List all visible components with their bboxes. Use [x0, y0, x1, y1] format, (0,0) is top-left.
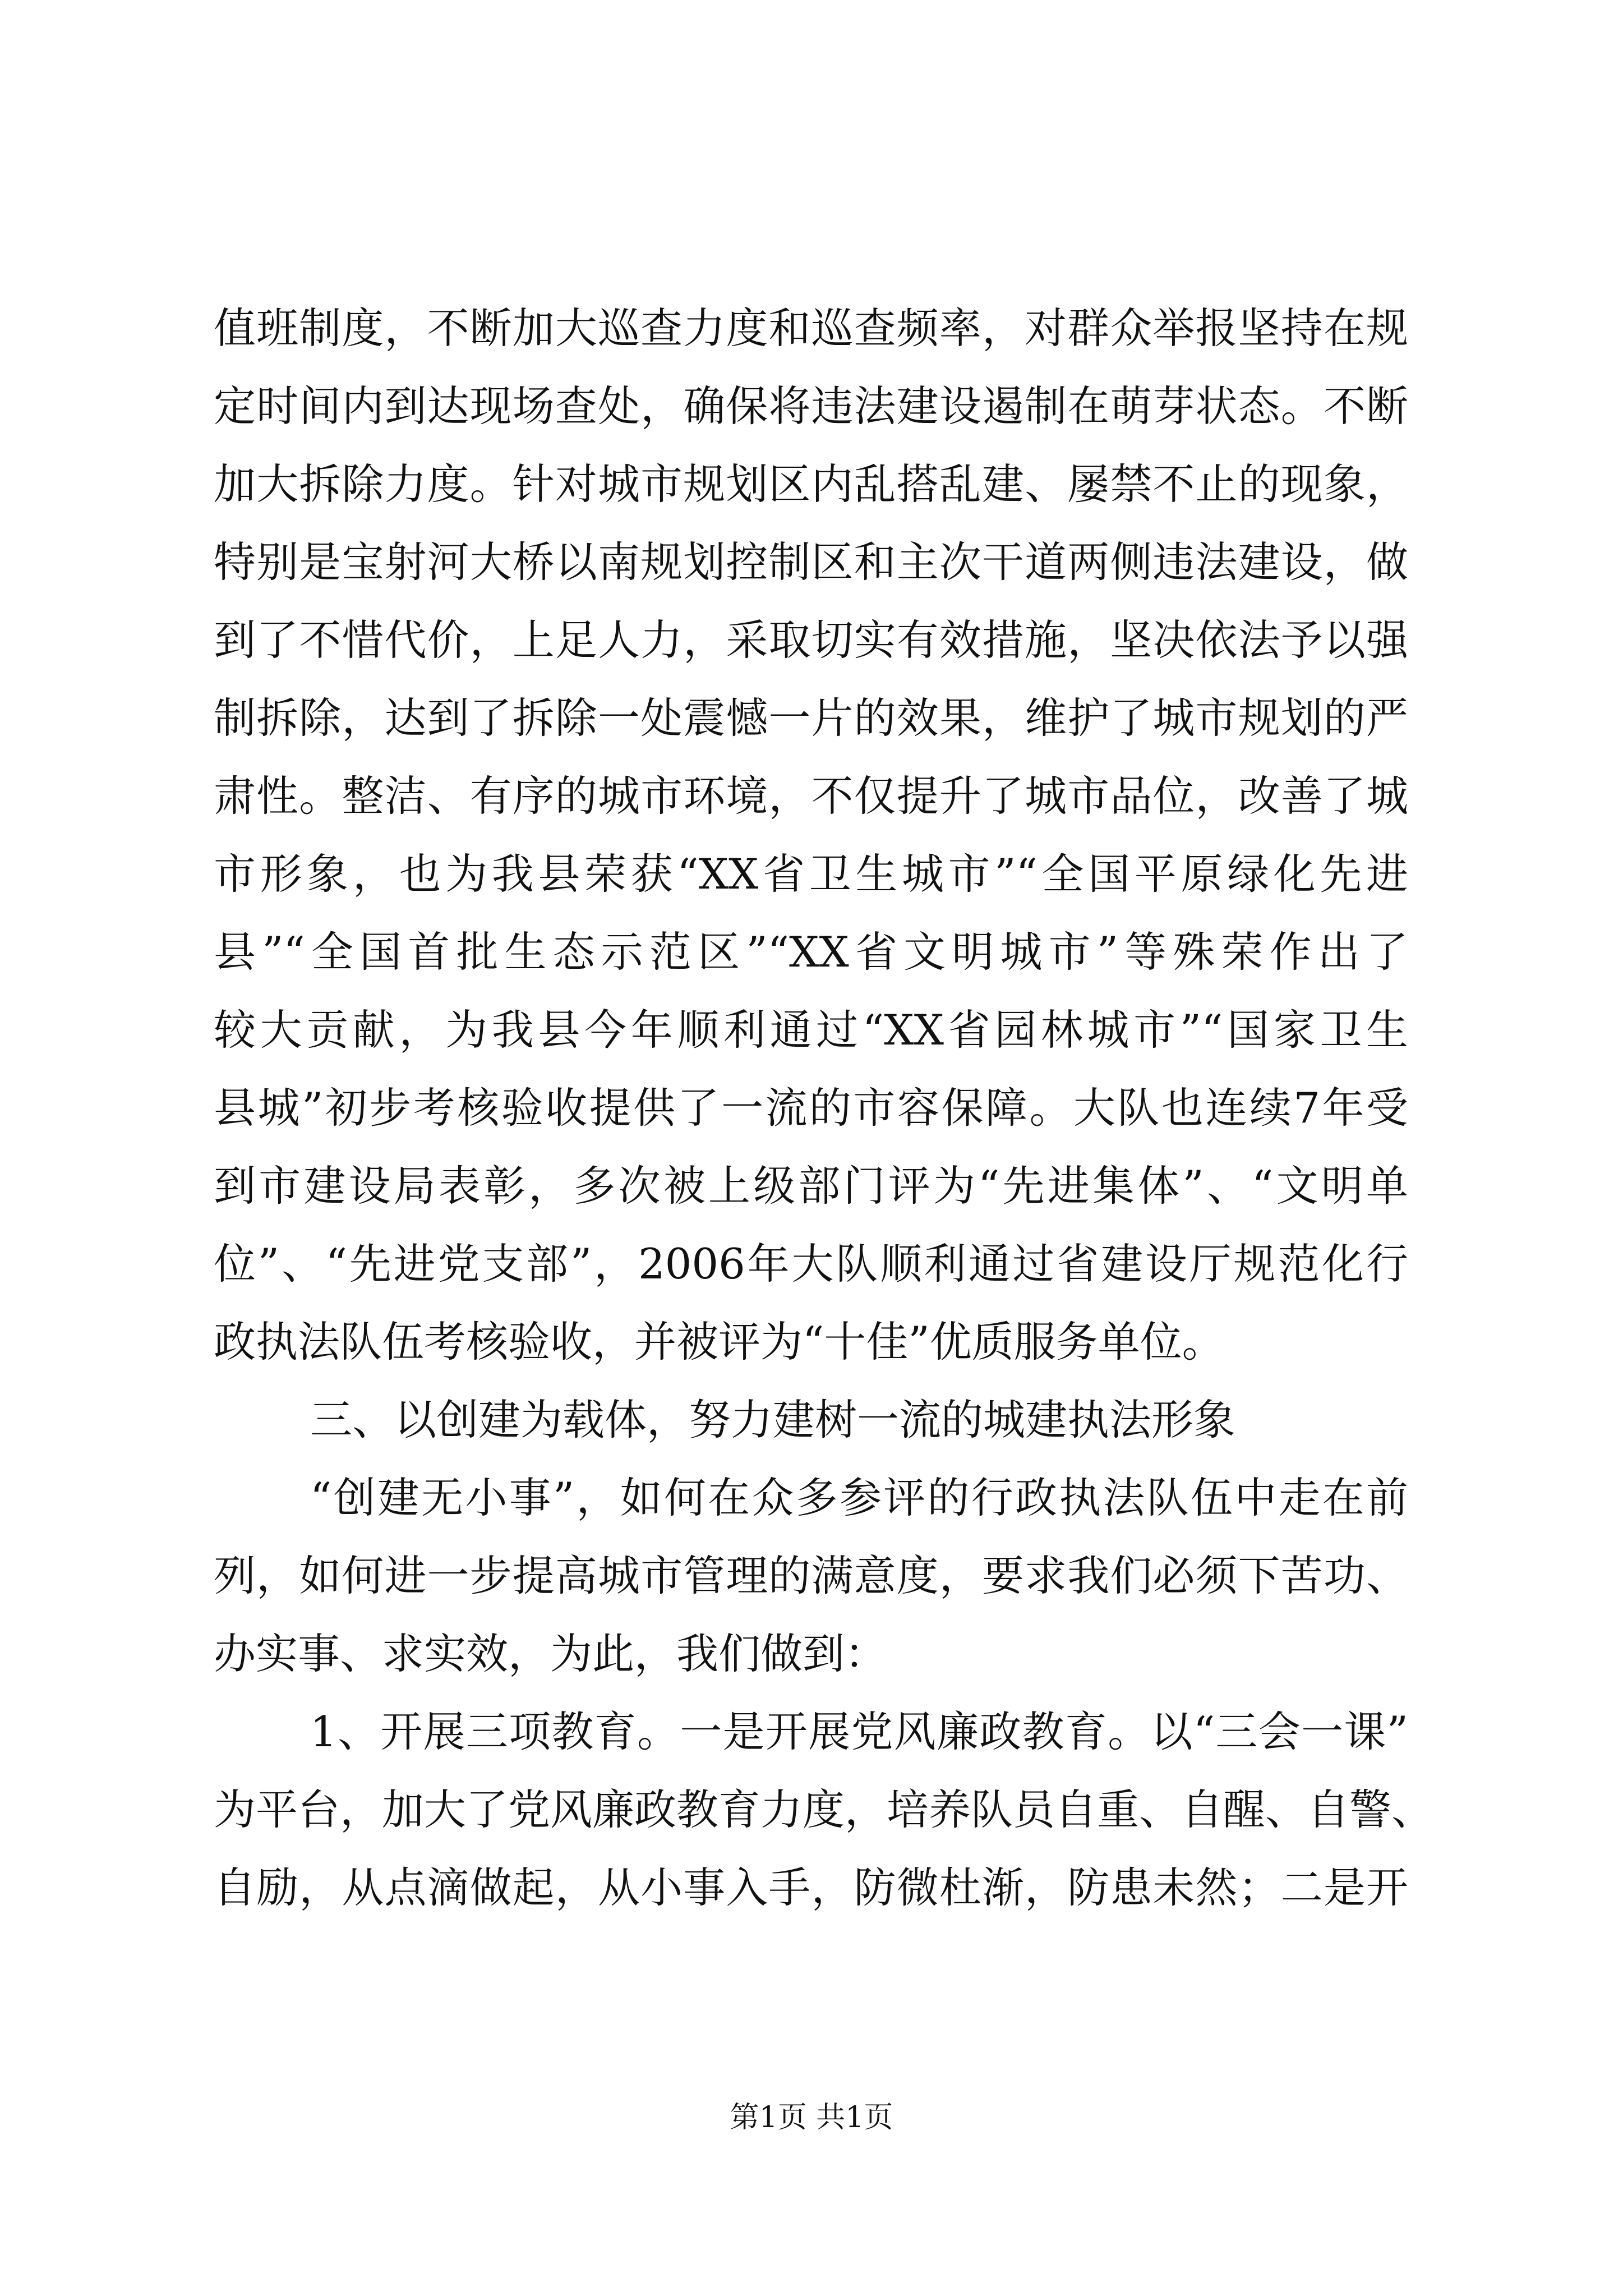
- text-line: 办实事、求实效，为此，我们做到：: [214, 1629, 887, 1678]
- text-line: 县”“全国首批生态示范区”“XX省文明城市”等殊荣作出了: [214, 927, 1408, 977]
- text-line: 加大拆除力度。针对城市规划区内乱搭乱建、屡禁不止的现象，: [214, 459, 1408, 509]
- text-line: 定时间内到达现场查处，确保将违法建设遏制在萌芽状态。不断: [214, 381, 1408, 431]
- text-line: 制拆除，达到了拆除一处震憾一片的效果，维护了城市规划的严: [214, 693, 1408, 743]
- page-footer: 第1页 共1页: [730, 2101, 893, 2134]
- text-line: 值班制度，不断加大巡查力度和巡查频率，对群众举报坚持在规: [214, 303, 1408, 353]
- text-line: 特别是宝射河大桥以南规划控制区和主次干道两侧违法建设，做: [214, 537, 1408, 587]
- text-line: 政执法队伍考核验收，并被评为“十佳”优质服务单位。: [214, 1317, 1224, 1366]
- text-line: “创建无小事”，如何在众多参评的行政执法队伍中走在前: [310, 1473, 1408, 1522]
- text-line: 到了不惜代价，上足人力，采取切实有效措施，坚决依法予以强: [214, 615, 1408, 665]
- text-line: 位”、“先进党支部”，2006年大队顺利通过省建设厅规范化行: [214, 1239, 1408, 1289]
- text-line: 市形象，也为我县荣获“XX省卫生城市”“全国平原绿化先进: [214, 849, 1408, 899]
- text-line: 肃性。整洁、有序的城市环境，不仅提升了城市品位，改善了城: [214, 771, 1408, 821]
- text-line: 为平台，加大了党风廉政教育力度，培养队员自重、自醒、自警、: [214, 1785, 1434, 1834]
- text-line: 到市建设局表彰，多次被上级部门评为“先进集体”、“文明单: [214, 1161, 1408, 1211]
- text-line: 1、开展三项教育。一是开展党风廉政教育。以“三会一课”: [310, 1707, 1408, 1756]
- text-line: 县城”初步考核验收提供了一流的市容保障。大队也连续7年受: [214, 1083, 1408, 1133]
- text-line: 自励，从点滴做起，从小事入手，防微杜渐，防患未然；二是开: [214, 1863, 1408, 1912]
- text-line: 列，如何进一步提高城市管理的满意度，要求我们必须下苦功、: [214, 1551, 1408, 1600]
- section-heading: 三、以创建为载体，努力建树一流的城建执法形象: [310, 1395, 1236, 1444]
- text-line: 较大贡献，为我县今年顺利通过“XX省园林城市”“国家卫生: [214, 1005, 1408, 1055]
